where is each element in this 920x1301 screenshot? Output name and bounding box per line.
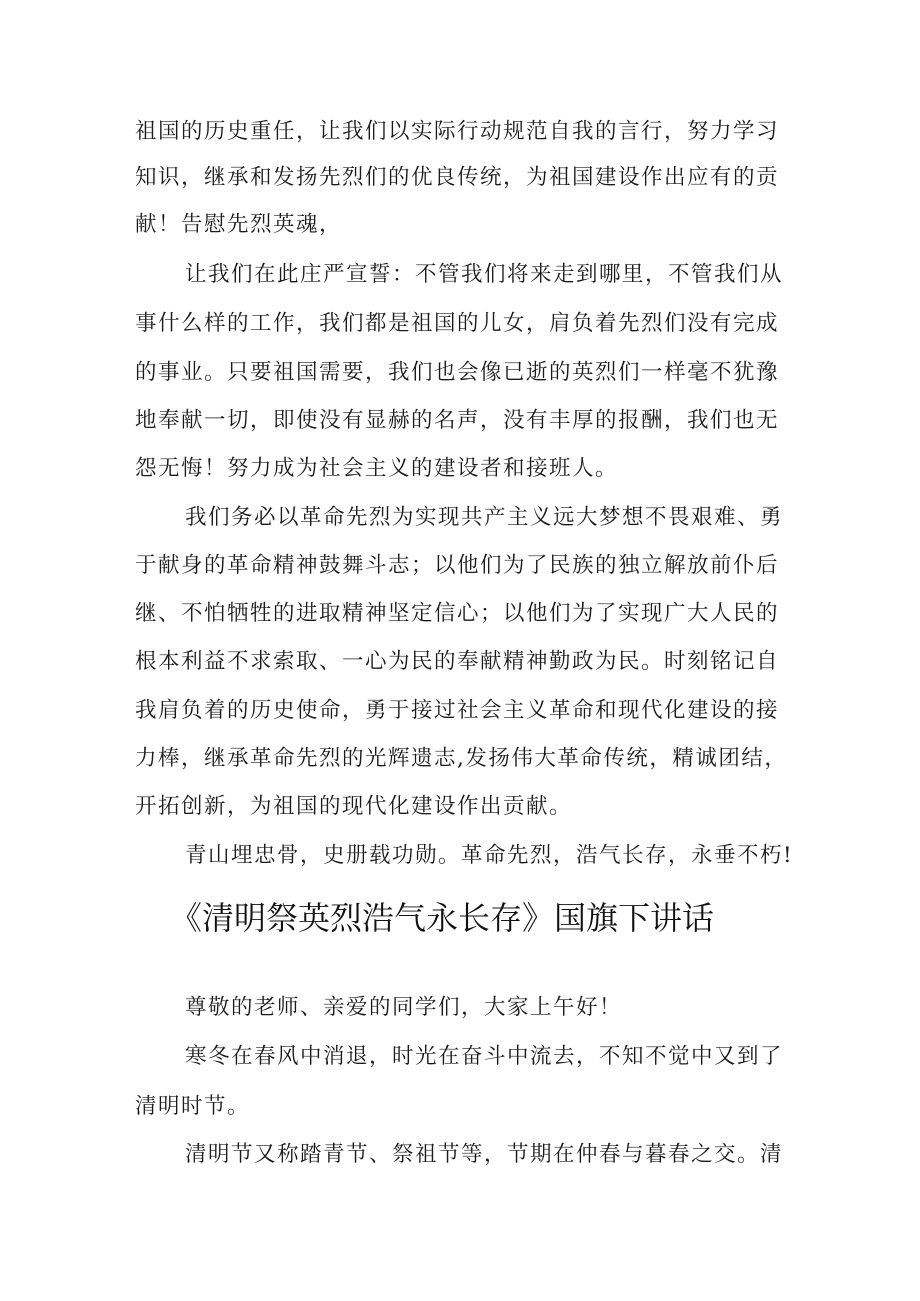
paragraph-line: 的事业。只要祖国需要，我们也会像已逝的英烈们一样毫不犹豫: [135, 360, 780, 385]
paragraph-line: 地奉献一切，即使没有显赫的名声，没有丰厚的报酬，我们也无: [135, 408, 780, 433]
paragraph-line: 力棒，继承革命先烈的光辉遗志,发扬伟大革命传统，精诚团结，: [135, 746, 788, 771]
paragraph-line: 怨无悔！努力成为社会主义的建设者和接班人。: [135, 456, 619, 481]
paragraph-line: 我肩负着的历史使命，勇于接过社会主义革命和现代化建设的接: [135, 698, 780, 723]
paragraph-line: 祖国的历史重任，让我们以实际行动规范自我的言行，努力学习: [135, 119, 780, 144]
paragraph-line: 青山埋忠骨，史册载功勋。革命先烈，浩气长存，永垂不朽!: [185, 843, 794, 868]
paragraph-line: 清明时节。: [135, 1094, 251, 1119]
paragraph-line: 我们务必以革命先烈为实现共产主义远大梦想不畏艰难、勇: [185, 505, 784, 530]
paragraph-line: 于献身的革命精神鼓舞斗志；以他们为了民族的独立解放前仆后: [135, 553, 780, 578]
paragraph-line: 寒冬在春风中消退，时光在奋斗中流去，不知不觉中又到了: [185, 1044, 784, 1069]
paragraph-line: 知识，继承和发扬先烈们的优良传统，为祖国建设作出应有的贡: [135, 165, 780, 190]
greeting-line: 尊敬的老师、亲爱的同学们，大家上午好！: [185, 995, 623, 1020]
paragraph-line: 事什么样的工作，我们都是祖国的儿女，肩负着先烈们没有完成: [135, 311, 780, 336]
paragraph-line: 继、不怕牺牲的进取精神坚定信心；以他们为了实现广大人民的: [135, 601, 780, 626]
paragraph-line: 清明节又称踏青节、祭祖节等，节期在仲春与暮春之交。清: [185, 1142, 784, 1167]
paragraph-line: 献！告慰先烈英魂，: [135, 212, 343, 237]
paragraph-line: 开拓创新，为祖国的现代化建设作出贡献。: [135, 794, 573, 819]
paragraph-line: 根本利益不求索取、一心为民的奉献精神勤政为民。时刻铭记自: [135, 649, 780, 674]
paragraph-line: 让我们在此庄严宣誓：不管我们将来走到哪里，不管我们从: [185, 262, 784, 287]
speech-title: 《清明祭英烈浩气永长存》国旗下讲话: [170, 899, 715, 937]
